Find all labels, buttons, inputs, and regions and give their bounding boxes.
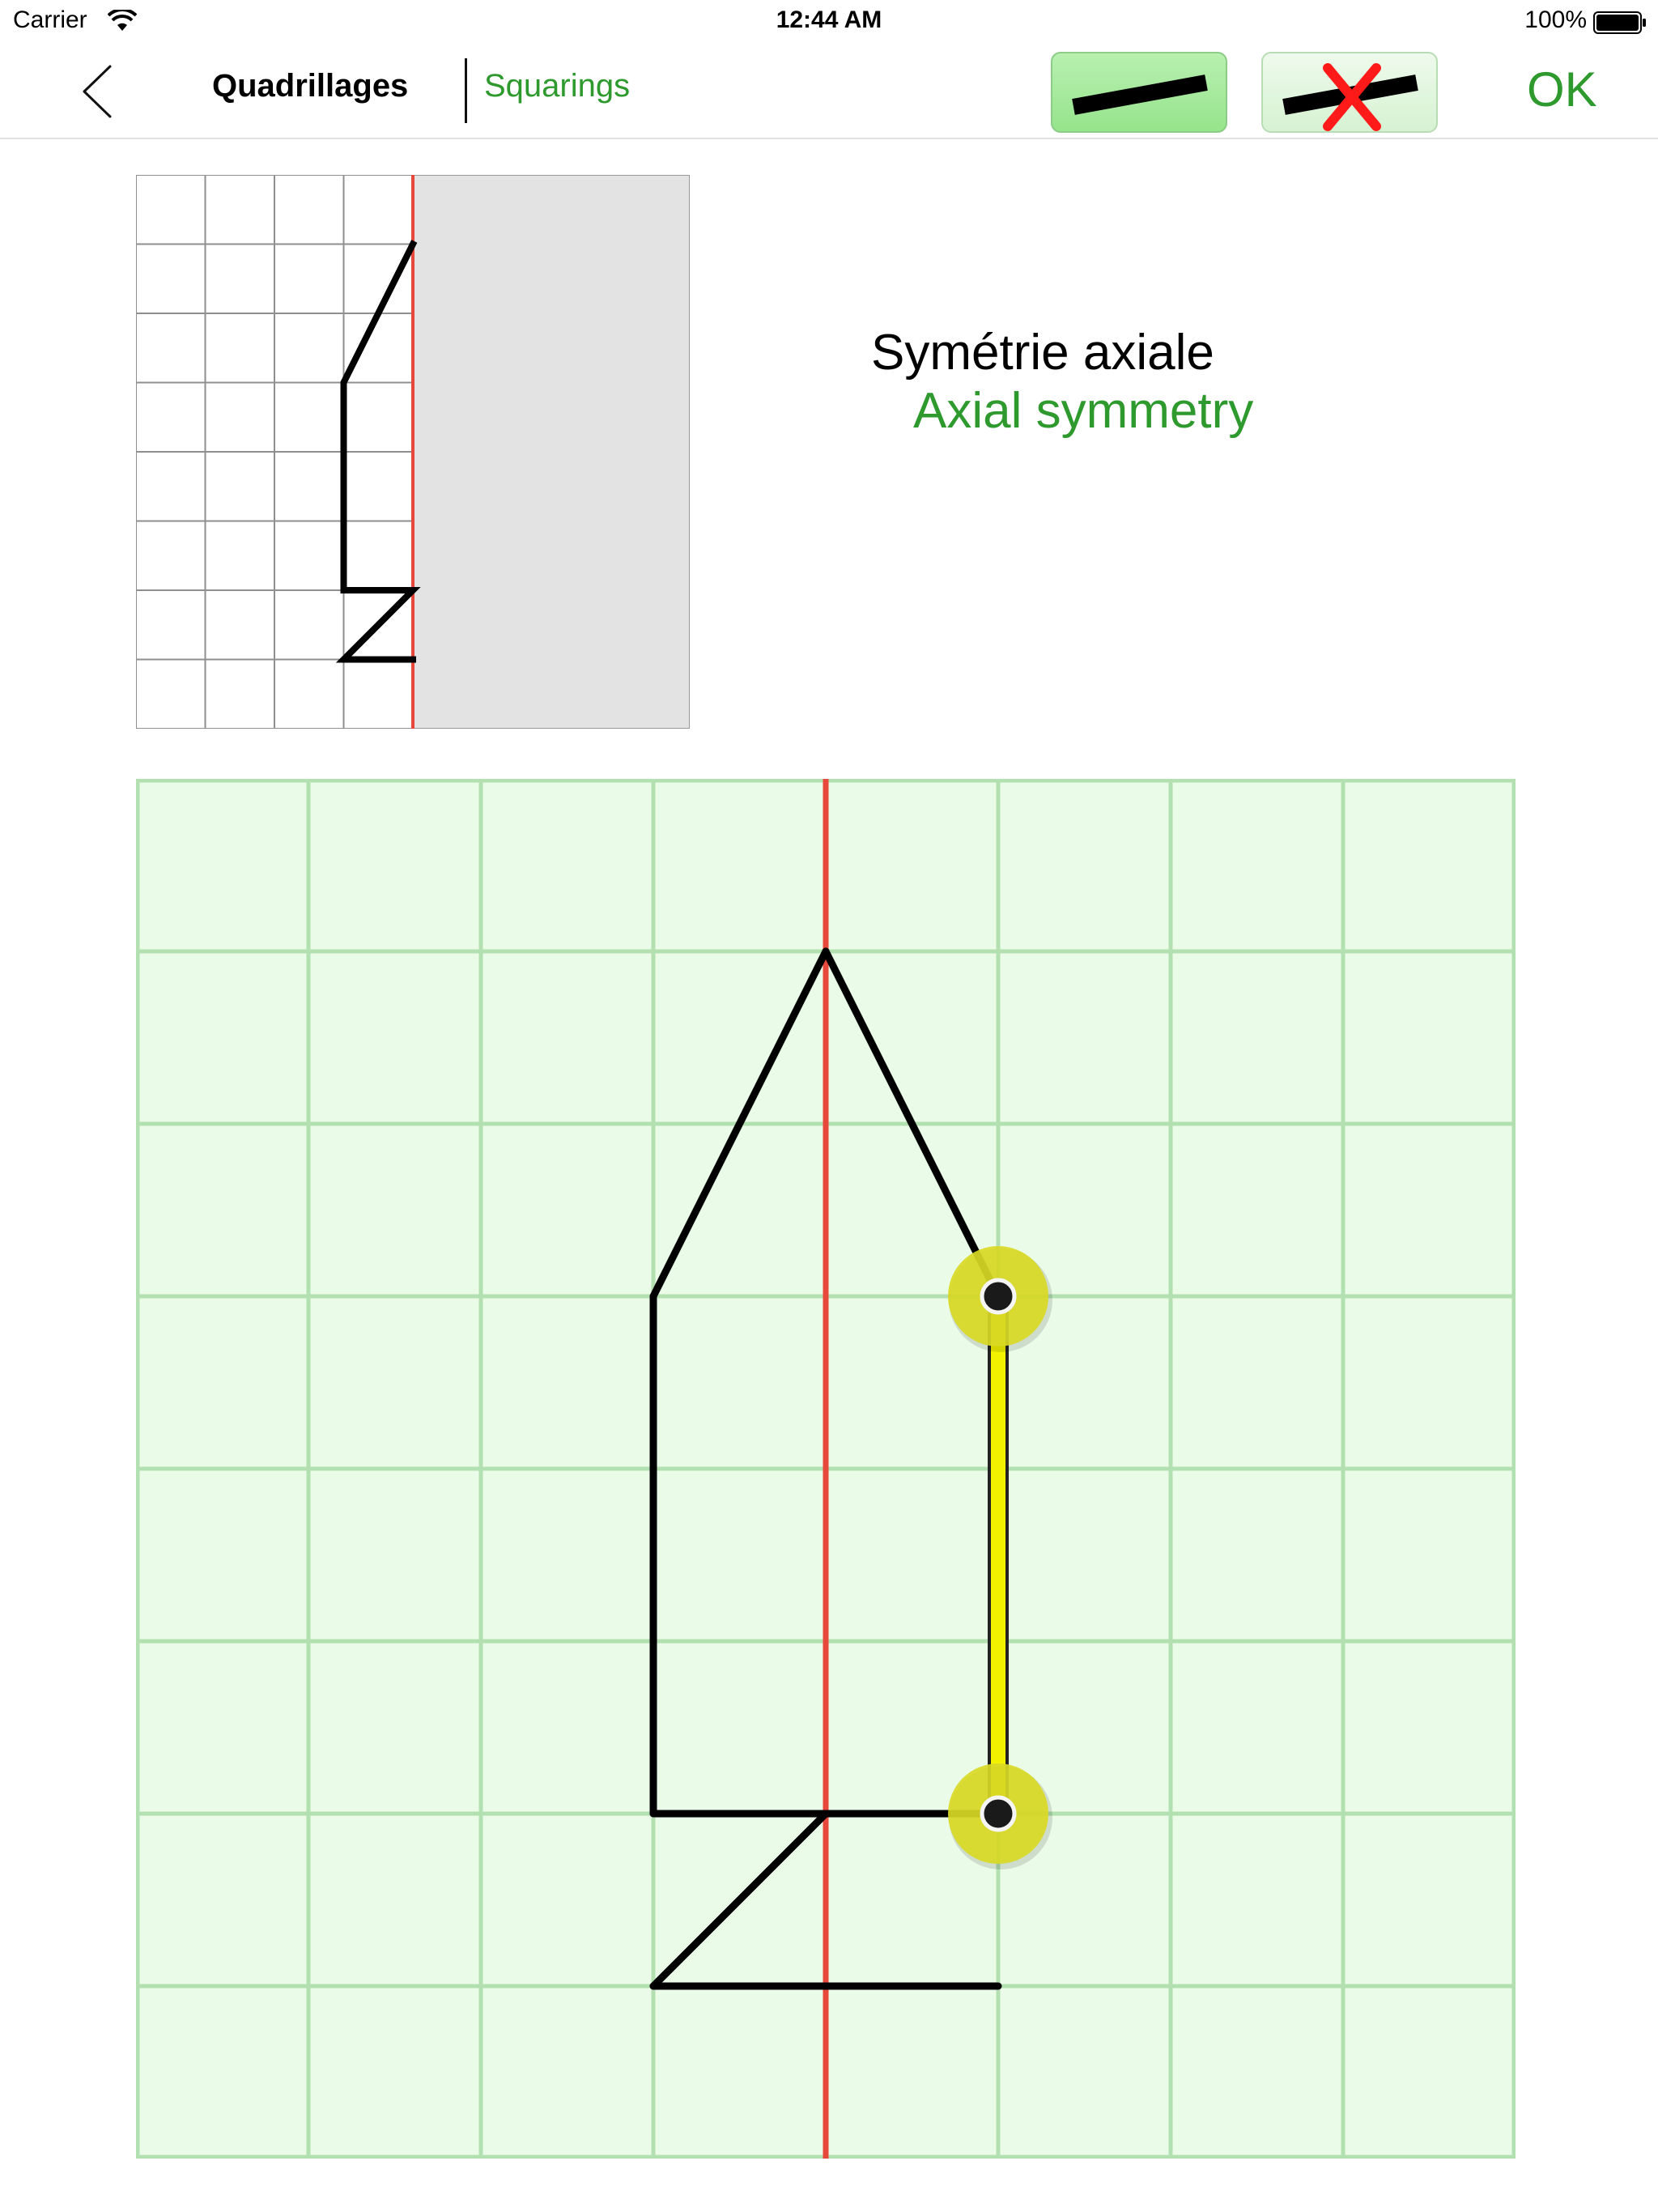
nav-bar xyxy=(0,44,1658,139)
erase-line-button[interactable] xyxy=(1261,52,1438,133)
draw-line-button[interactable] xyxy=(1051,52,1227,133)
carrier-label: Carrier xyxy=(13,6,87,33)
nav-title-french: Quadrillages xyxy=(212,68,409,104)
battery-icon xyxy=(1593,11,1647,34)
nav-title-english: Squarings xyxy=(484,68,631,104)
status-bar xyxy=(0,0,1658,44)
chevron-left-icon[interactable] xyxy=(78,63,118,120)
ok-button[interactable]: OK xyxy=(1527,62,1597,117)
segment-endpoint-dot xyxy=(982,1797,1014,1830)
battery-percent: 100% xyxy=(1524,6,1587,33)
segment-endpoint-dot xyxy=(982,1280,1014,1312)
drawing-grid[interactable] xyxy=(136,779,1516,2159)
title-divider xyxy=(465,58,467,123)
model-figure xyxy=(136,175,690,729)
erase-line-icon xyxy=(1263,53,1439,134)
model-hidden-area xyxy=(413,175,690,729)
exercise-title-french: Symétrie axiale xyxy=(871,325,1214,381)
exercise-title-english: Axial symmetry xyxy=(913,383,1254,439)
line-tool-icon xyxy=(1052,53,1229,134)
status-time: 12:44 AM xyxy=(776,6,882,33)
